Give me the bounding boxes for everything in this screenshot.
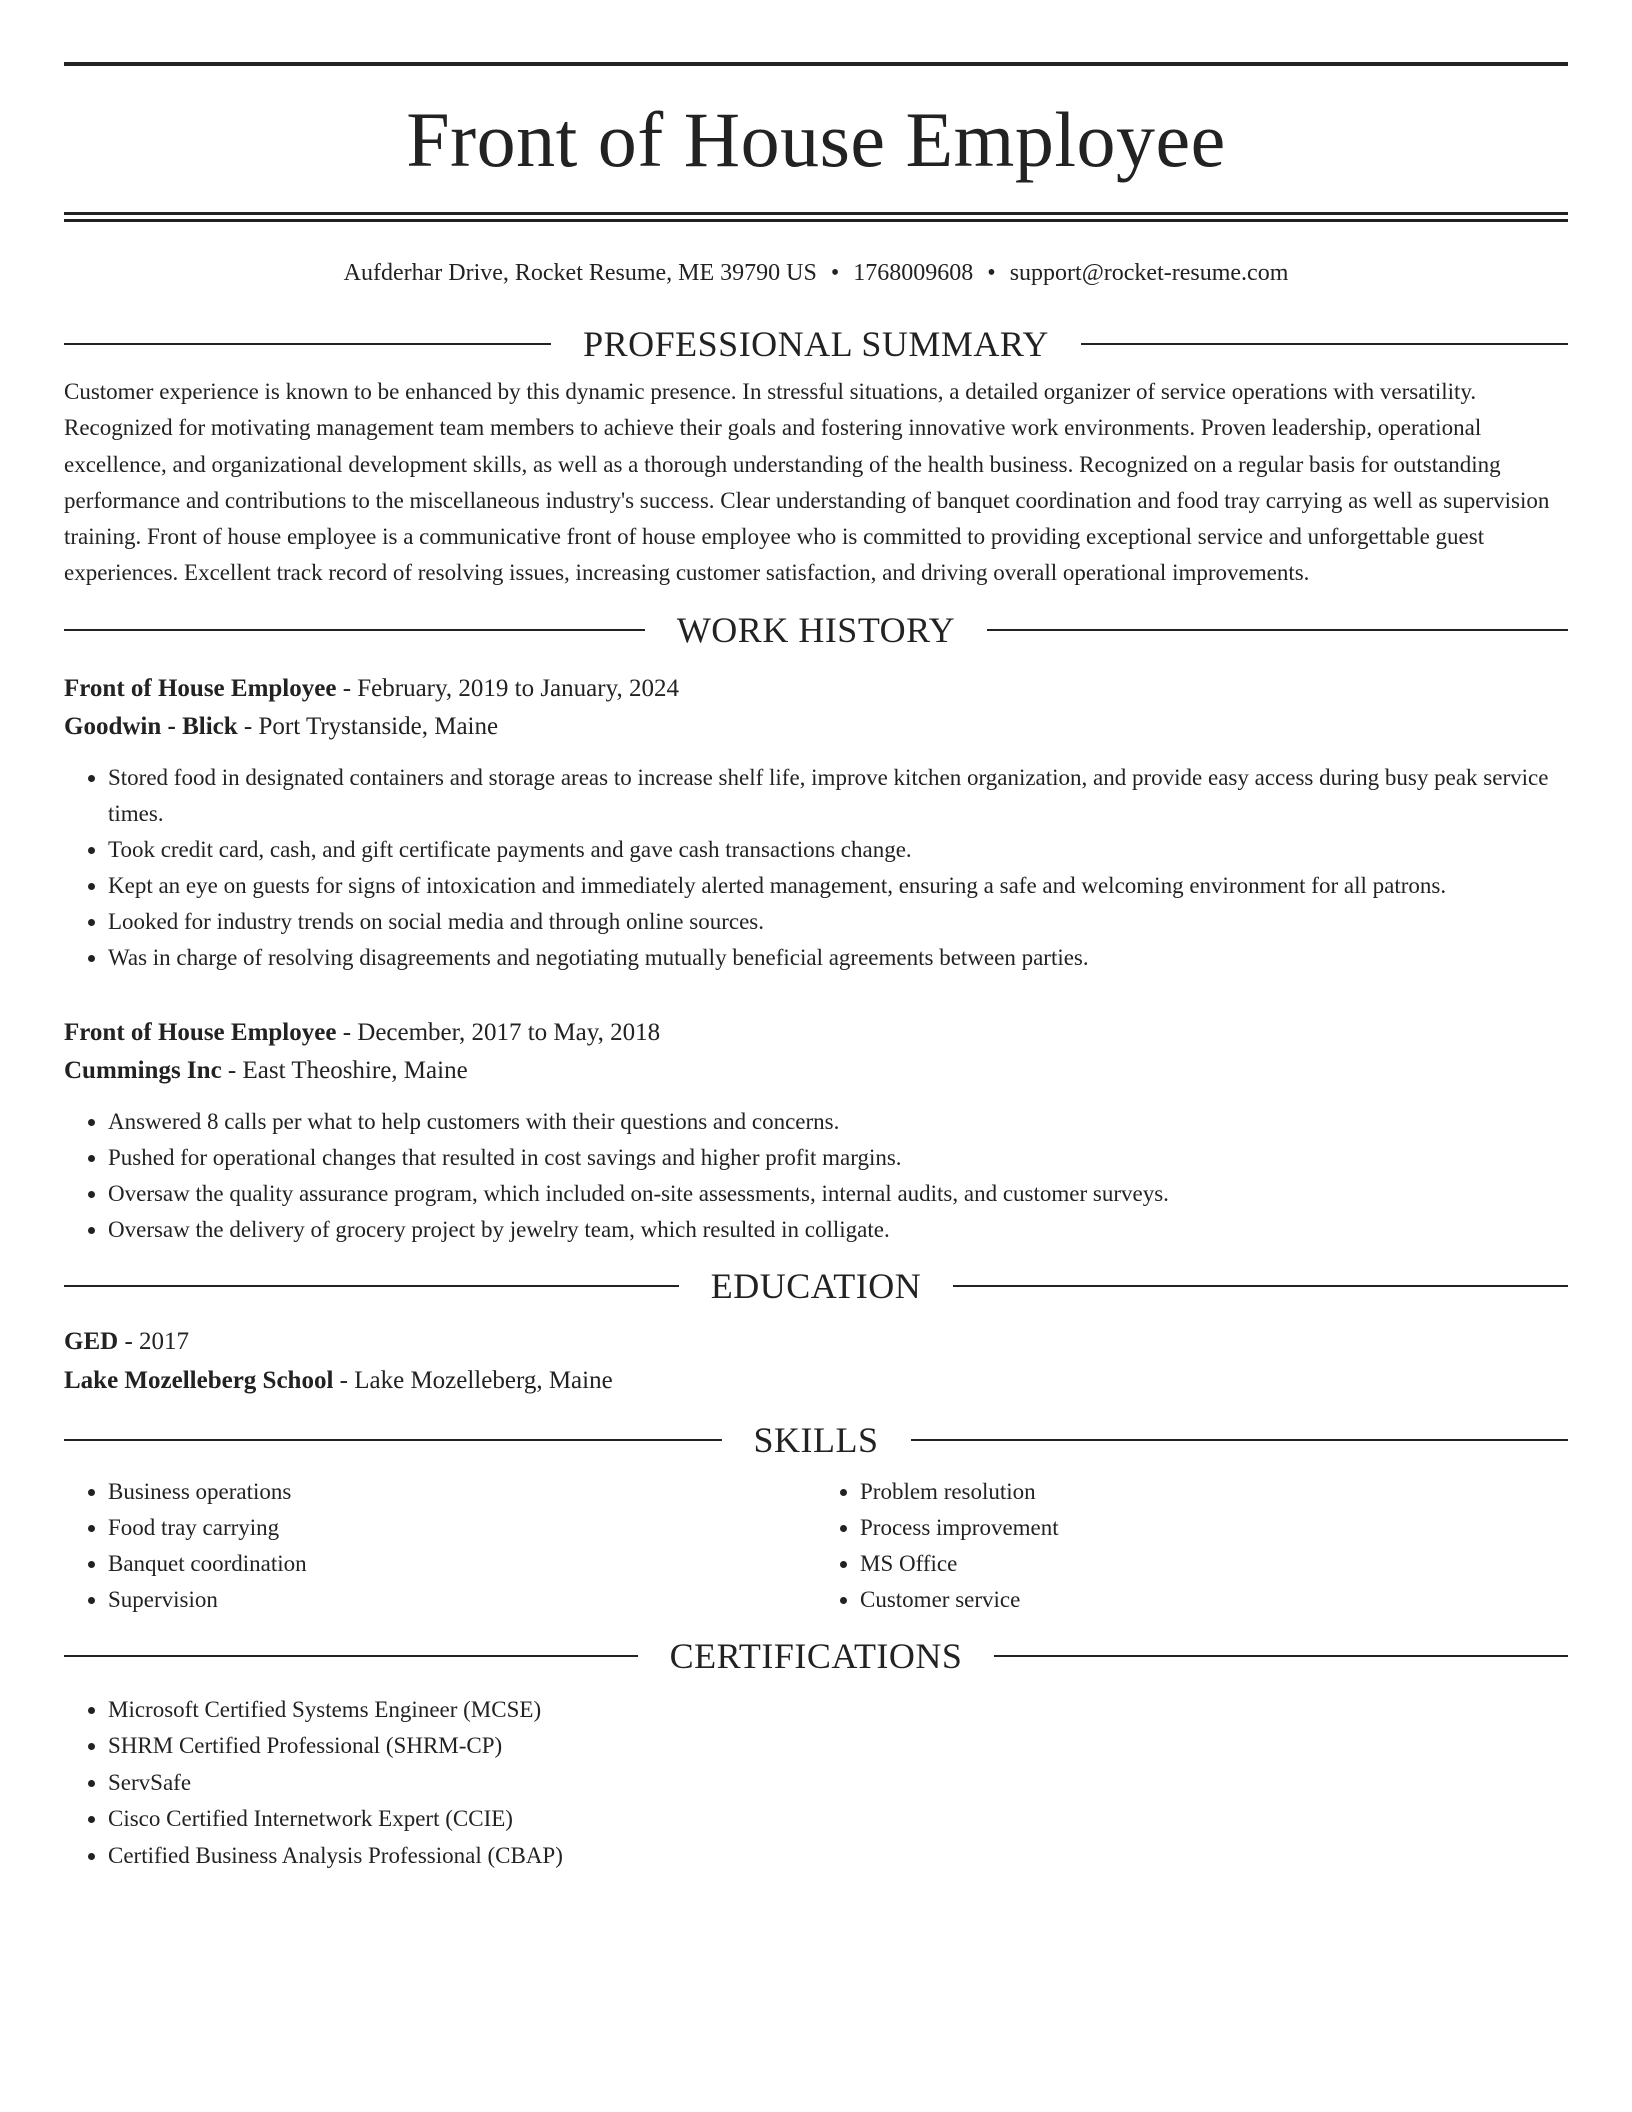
list-item: • Supervision (108, 1582, 816, 1618)
list-item: • Pushed for operational changes that resulted in cost savings and higher profit margins. (108, 1140, 1568, 1176)
list-item: • Took credit card, cash, and gift certificate payments and gave cash transactions change. (108, 832, 1568, 868)
summary-text: Customer experience is known to be enhanced by this dynamic presence. In stressful situations, a detailed organizer of service operations with versatility. Recognized for motivating management team members to achieve their goals and fostering innovative work environments. Proven leadership, operational excellence, and organizational development skills, as well as a thorough understanding of the health business. Recognized on a regular basis for outstanding performance and contributions to the miscellaneous industry's success. Clear understanding of banquet coordination and food tray carrying as well as supervision training. Front of house employee is a communicative front of house employee who is committed to providing exceptional service and unforgettable guest experiences. Excellent track record of resolving issues, increasing customer satisfaction, and driving overall operational improvements. (64, 379, 1550, 586)
list-item: • Oversaw the delivery of grocery project by jewelry team, which resulted in colligate. (108, 1212, 1568, 1248)
section-heading-skills (64, 1418, 1568, 1462)
divider (64, 343, 551, 345)
section-heading-summary (64, 322, 1568, 366)
section-title: WORK HISTORY (676, 609, 956, 650)
contact-line (64, 258, 1568, 288)
list-item: • Oversaw the quality assurance program, which included on-site assessments, internal audits, and customer surveys. (108, 1176, 1568, 1212)
job-bullets (64, 1104, 1568, 1248)
job-title-line (64, 670, 1568, 708)
candidate-name: Front of House Employee (406, 96, 1226, 183)
divider (911, 1439, 1569, 1441)
education-entry (64, 1322, 1568, 1400)
job-dates: - February, 2019 to January, 2024 (336, 674, 679, 702)
skills-list (64, 1474, 1568, 1618)
list-item: • Looked for industry trends on social media and through online sources. (108, 904, 1568, 940)
school-location: - Lake Mozelleberg, Maine (333, 1366, 613, 1394)
degree-line (64, 1322, 1568, 1361)
job-title: Front of House Employee (64, 674, 337, 702)
job-title-line (64, 1014, 1568, 1052)
job-entry (64, 670, 1568, 976)
list-item: • ServSafe (108, 1765, 1568, 1802)
company: Cummings Inc (64, 1056, 222, 1084)
job-location: - East Theoshire, Maine (221, 1056, 468, 1084)
job-dates: - December, 2017 to May, 2018 (336, 1018, 661, 1046)
divider (953, 1285, 1568, 1287)
list-item: • Problem resolution (860, 1474, 1568, 1510)
list-item: • Business operations (108, 1474, 816, 1510)
list-item: • Banquet coordination (108, 1546, 816, 1582)
divider (64, 1439, 722, 1441)
section-heading-education (64, 1264, 1568, 1308)
list-item: • Was in charge of resolving disagreements and negotiating mutually beneficial agreements between parties. (108, 940, 1568, 976)
top-rule (64, 62, 1568, 66)
school: Lake Mozelleberg School (64, 1366, 334, 1394)
degree: GED (64, 1327, 119, 1355)
job-bullets (64, 760, 1568, 976)
job-company-line (64, 708, 1568, 746)
graduation-year: - 2017 (118, 1327, 190, 1355)
section-title: PROFESSIONAL SUMMARY (583, 324, 1049, 364)
company: Goodwin - Blick (64, 712, 238, 740)
separator-bullet: • (830, 260, 840, 286)
divider (1081, 343, 1568, 345)
phone: 1768009608 (853, 260, 974, 286)
section-title: EDUCATION (710, 1265, 922, 1306)
section-heading-certifications (64, 1634, 1568, 1678)
job-entry (64, 1014, 1568, 1248)
divider (994, 1655, 1568, 1657)
certifications-list (64, 1692, 1568, 1875)
job-location: - Port Trystanside, Maine (237, 712, 499, 740)
divider (987, 629, 1568, 631)
list-item: • Microsoft Certified Systems Engineer (MCSE) (108, 1692, 1568, 1729)
resume-page (64, 62, 1568, 1874)
double-rule (64, 212, 1568, 222)
job-title: Front of House Employee (64, 1018, 337, 1046)
section-heading-work (64, 608, 1568, 652)
list-item: • Process improvement (860, 1510, 1568, 1546)
separator-bullet: • (987, 260, 996, 286)
list-item: • Stored food in designated containers and storage areas to increase shelf life, improve kitchen organization, and provide easy access during busy peak service times. (108, 760, 1568, 832)
list-item: • Food tray carrying (108, 1510, 816, 1546)
divider (64, 629, 645, 631)
divider (64, 1655, 638, 1657)
address: Aufderhar Drive, Rocket Resume, ME 39790 US (343, 260, 817, 286)
list-item: • Answered 8 calls per what to help customers with their questions and concerns. (108, 1104, 1568, 1140)
email: support@rocket-resume.com (1009, 260, 1289, 286)
job-company-line (64, 1052, 1568, 1090)
skills-column-right (816, 1474, 1568, 1618)
list-item: • MS Office (860, 1546, 1568, 1582)
list-item: • Customer service (860, 1582, 1568, 1618)
section-title: SKILLS (753, 1419, 879, 1460)
divider (64, 1285, 679, 1287)
skills-column-left (64, 1474, 816, 1618)
school-line (64, 1361, 1568, 1400)
list-item: • Cisco Certified Internetwork Expert (CCIE) (108, 1801, 1568, 1838)
list-item: • Kept an eye on guests for signs of intoxication and immediately alerted management, ensuring a safe and welcoming environment for all patrons. (108, 868, 1568, 904)
list-item: • Certified Business Analysis Professional (CBAP) (108, 1838, 1568, 1875)
section-title: CERTIFICATIONS (669, 1635, 963, 1676)
list-item: • SHRM Certified Professional (SHRM-CP) (108, 1728, 1568, 1765)
